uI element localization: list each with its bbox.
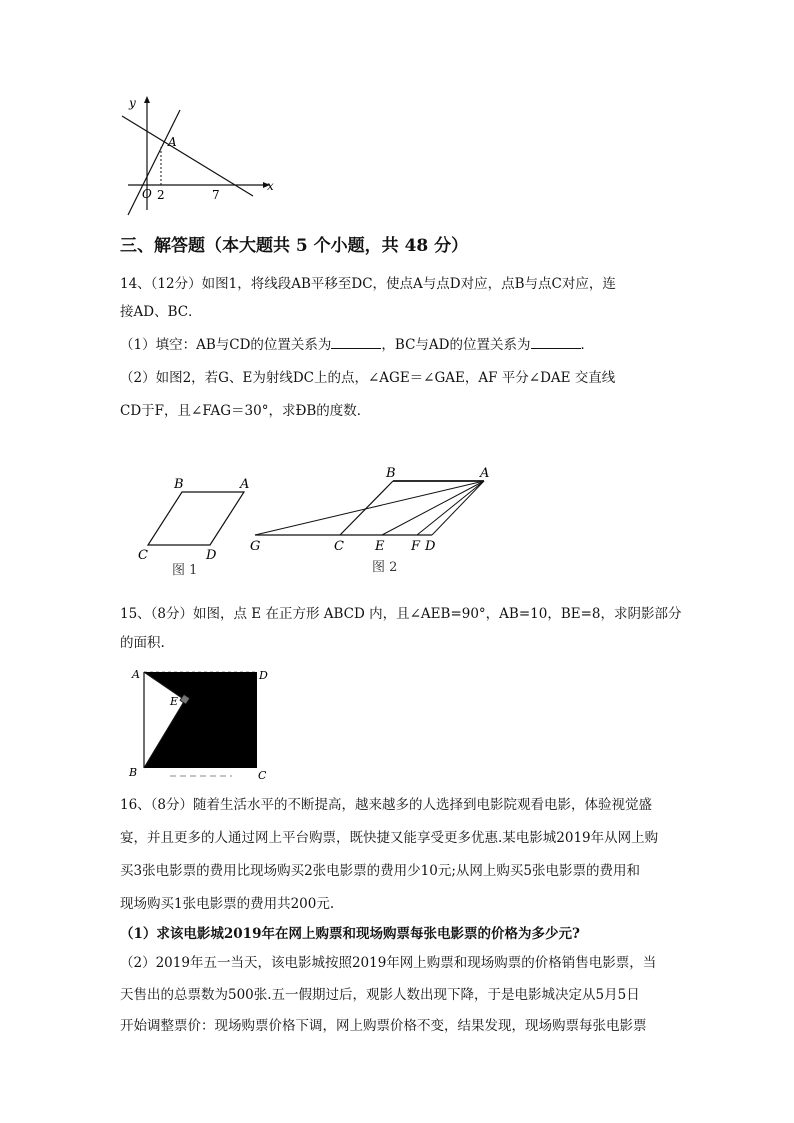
- fig2-c-label: C: [334, 539, 344, 554]
- segment-ag: [255, 481, 484, 535]
- q15-line-1: 15、（8分）如图，点 E 在正方形 ABCD 内，且∠AEB=90°，AB=10，BE=8，求阴影部分: [120, 606, 682, 622]
- fig1-a-label: A: [240, 477, 250, 492]
- fig2-e-label: E: [375, 539, 385, 554]
- answer-blank-2[interactable]: [531, 336, 581, 349]
- q16-line-2: 宴，并且更多的人通过网上平台购票，既快捷又能享受更多优惠.某电影城2019年从网上购: [120, 830, 659, 846]
- shaded-region: [144, 672, 257, 768]
- section-title: 三、解答题（本大题共 5 个小题，共 48 分）: [120, 236, 469, 256]
- figure-3: [122, 660, 272, 785]
- segment-ae: [382, 481, 484, 535]
- fig1-c-label: C: [138, 548, 148, 563]
- fig1-caption: 图 1: [172, 563, 198, 578]
- q16-line-1: 16、（8分）随着生活水平的不断提高，越来越多的人选择到电影院观看电影，体验视觉盛: [120, 797, 653, 813]
- q14-line-3: [120, 333, 594, 353]
- fig1-b-label: B: [174, 477, 184, 492]
- fig2-caption: 图 2: [372, 560, 398, 575]
- fig3-e-label: E: [170, 695, 179, 708]
- tick-2-label: 2: [157, 188, 165, 202]
- tick-7-label: 7: [212, 188, 220, 202]
- q14-line-4: （2）如图2，若G、E为射线DC上的点，∠AGE＝∠GAE，AF 平分∠DAE 交直线: [120, 370, 616, 386]
- q16-line-3: 买3张电影票的费用比现场购买2张电影票的费用少10元;从网上购买5张电影票的费用和: [120, 863, 640, 879]
- q16-line-7: 天售出的总票数为500张.五一假期过后，观影人数出现下降，于是电影城决定从5月5日: [120, 987, 640, 1003]
- x-label: x: [267, 179, 274, 193]
- fig2-a-label: A: [480, 466, 490, 481]
- q15-line-2: 的面积.: [120, 635, 165, 651]
- fig2-g-label: G: [250, 539, 261, 554]
- q14-line-1: 14、（12分）如图1，将线段AB平移至DC，使点A与点D对应，点B与点C对应，连: [120, 276, 616, 292]
- line-increasing: [128, 110, 180, 215]
- q16-line-8: 开始调整票价：现场购票价格下调，网上购票价格不变，结果发现，现场购票每张电影票: [120, 1018, 647, 1034]
- fig2-b-label: B: [386, 466, 396, 481]
- y-axis-arrow: [144, 96, 150, 103]
- q16-line-4: 现场购买1张电影票的费用共200元.: [120, 896, 335, 912]
- segment-bc: [340, 481, 393, 535]
- line-decreasing: [122, 116, 253, 196]
- fig2-d-label: D: [425, 539, 436, 554]
- figure-2: [240, 460, 510, 580]
- fig3-b-label: B: [129, 766, 138, 779]
- answer-blank-1[interactable]: [331, 336, 381, 349]
- fig2-f-label: F: [411, 539, 421, 554]
- fig3-c-label: C: [258, 769, 267, 782]
- parallelogram-abdc: [148, 492, 244, 545]
- q16-line-6: （2）2019年五一当天，该电影城按照2019年网上购票和现场购票的价格销售电影票，当: [120, 955, 657, 971]
- coordinate-figure: [108, 92, 278, 222]
- q16-line-5: （1）求该电影城2019年在网上购票和现场购票每张电影票的价格为多少元?: [120, 926, 580, 942]
- fig1-d-label: D: [206, 548, 217, 563]
- q14-part1-text-a: （1）填空：AB与CD的位置关系为: [120, 337, 332, 353]
- fig3-a-label: A: [132, 668, 140, 681]
- segment-ad: [432, 481, 484, 535]
- y-label: y: [129, 96, 136, 110]
- q14-part1-text-c: ．: [580, 337, 594, 353]
- fig3-d-label: D: [259, 669, 268, 682]
- point-a-label: A: [168, 135, 177, 149]
- q14-line-5: CD于F，且∠FAG＝30°，求ÐB的度数．: [120, 403, 371, 419]
- q14-part1-text-b: ，BC与AD的位置关系为: [381, 337, 531, 353]
- q14-line-2: 接AD、BC．: [120, 304, 202, 320]
- origin-label: O: [142, 187, 152, 201]
